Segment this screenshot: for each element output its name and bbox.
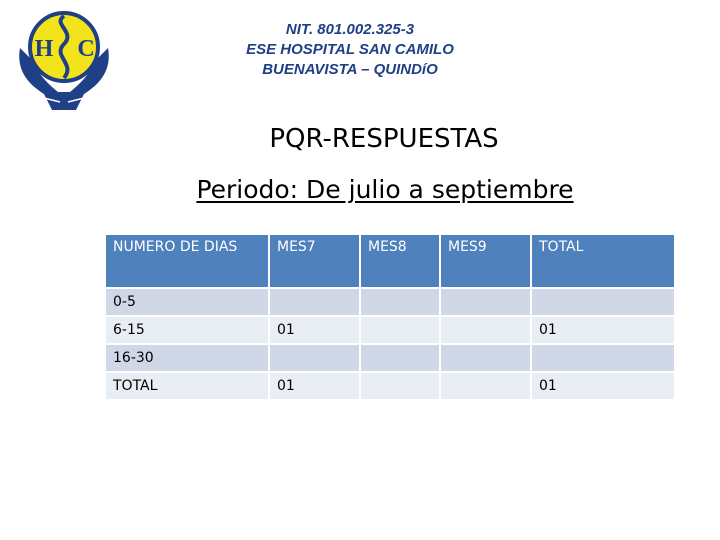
header-dias: NUMERO DE DIAS — [105, 234, 269, 288]
period-subtitle — [0, 175, 720, 204]
header-mes8: MES8 — [360, 234, 440, 288]
table-row — [105, 288, 675, 316]
table-cell — [360, 372, 440, 400]
hospital-logo — [14, 10, 114, 120]
nit-line: NIT. 801.002.325-3 — [285, 21, 415, 38]
table-row — [105, 372, 675, 400]
table-cell: TOTAL — [105, 372, 269, 400]
table-cell — [269, 344, 360, 372]
table-cell: 16-30 — [105, 344, 269, 372]
table-cell: 6-15 — [105, 316, 269, 344]
table-cell — [360, 288, 440, 316]
table-cell — [440, 316, 531, 344]
logo-letter-left: H — [34, 36, 54, 62]
logo-letter-right: C — [77, 36, 95, 62]
table-cell — [440, 372, 531, 400]
table-cell — [531, 344, 675, 372]
header-block — [200, 20, 500, 80]
table-row — [105, 316, 675, 344]
table-cell: 01 — [531, 316, 675, 344]
period-text: Periodo: De julio a septiembre — [196, 175, 574, 204]
hands-circle-icon — [14, 10, 114, 120]
table-cell — [269, 288, 360, 316]
table-cell — [440, 288, 531, 316]
table-row — [105, 344, 675, 372]
pqr-table — [104, 233, 676, 401]
table-cell — [360, 344, 440, 372]
table-cell: 0-5 — [105, 288, 269, 316]
table-cell — [531, 288, 675, 316]
header-mes7: MES7 — [269, 234, 360, 288]
table-cell — [440, 344, 531, 372]
hospital-name: ESE HOSPITAL SAN CAMILO — [246, 41, 454, 58]
page-title: PQR-RESPUESTAS — [269, 124, 499, 154]
header-mes9: MES9 — [440, 234, 531, 288]
header-total: TOTAL — [531, 234, 675, 288]
table-cell: 01 — [269, 316, 360, 344]
table-cell: 01 — [531, 372, 675, 400]
table-cell — [360, 316, 440, 344]
table-header-row — [105, 234, 675, 288]
location-line: BUENAVISTA – QUINDíO — [262, 61, 438, 78]
table-cell: 01 — [269, 372, 360, 400]
